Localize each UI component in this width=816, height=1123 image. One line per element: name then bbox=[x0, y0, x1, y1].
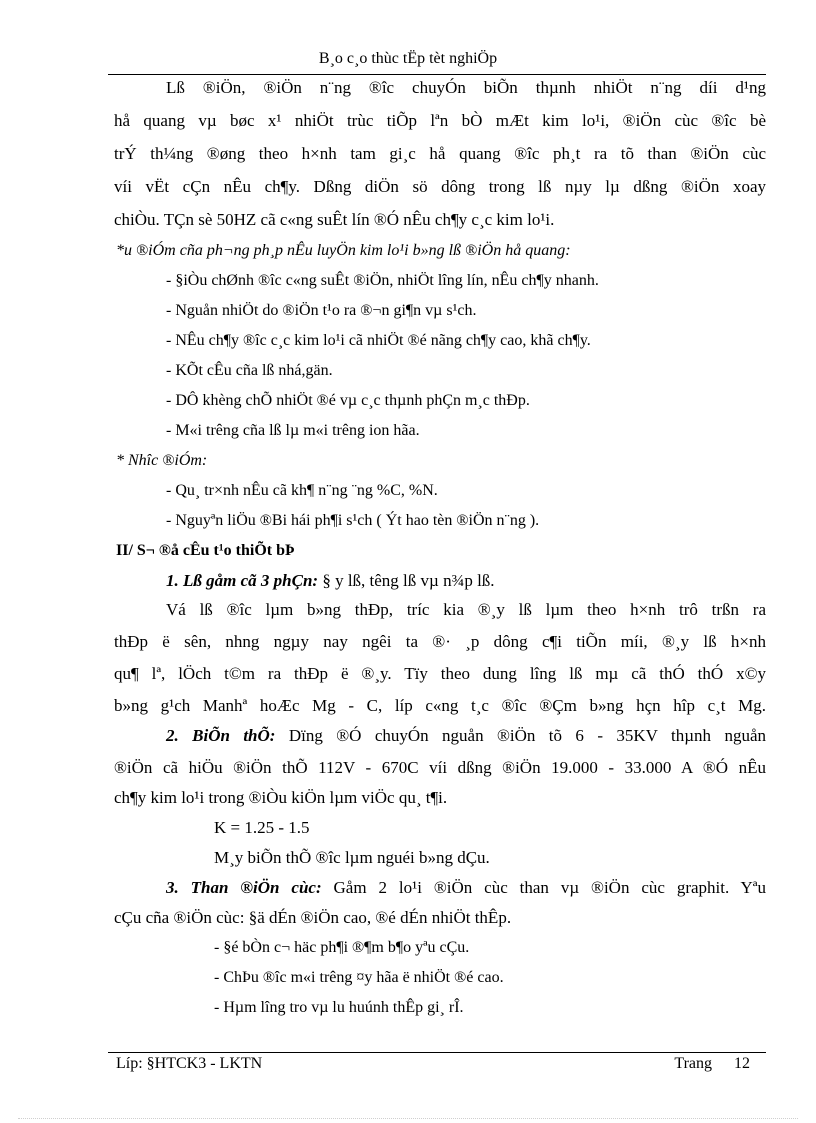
transformer-cooling-note: M¸y biÕn thÕ ®îc lµm nguéi b»ng dÇu. bbox=[214, 848, 490, 867]
paragraph-line: Vá lß ®îc lµm b»ng thÐp, tríc kia ®¸y lß lµm theo h×nh trô trßn ra bbox=[166, 600, 766, 619]
item-3-label: 3. Than ®iÖn cùc: bbox=[166, 878, 322, 897]
item-3-text: Gåm 2 lo¹i ®iÖn cùc than vµ ®iÖn cùc graphit. Yªu bbox=[321, 878, 766, 897]
electrode-requirement: - ChÞu ®îc m«i trêng ¤y hãa ë nhiÖt ®é cao. bbox=[214, 969, 504, 986]
electrode-requirement: - §é bÒn c¬ häc ph¶i ®¶m b¶o yªu cÇu. bbox=[214, 939, 470, 956]
item-2-heading bbox=[166, 726, 766, 746]
disadvantage-item: - Qu¸ tr×nh nÊu cã kh¶ n¨ng ¨ng %C, %N. bbox=[166, 482, 438, 499]
paragraph-line: ch¶y kim lo¹i trong ®iÒu kiÖn lµm viÖc qu¸ t¶i. bbox=[114, 788, 448, 807]
advantage-item: - §iÒu chØnh ®îc c«ng suÊt ®iÖn, nhiÖt lîng lín, nÊu ch¶y nhanh. bbox=[166, 272, 599, 289]
paragraph-line: Lß ®iÖn, ®iÖn n¨ng ®îc chuyÓn biÕn thµnh nhiÖt n¨ng díi d¹ng bbox=[166, 78, 766, 97]
disadvantages-heading: * Nhîc ®iÓm: bbox=[116, 452, 208, 469]
header-rule bbox=[108, 74, 766, 75]
item-1-label: 1. Lß gåm cã 3 phÇn: bbox=[166, 571, 319, 590]
advantage-item: - DÔ khèng chÕ nhiÖt ®é vµ c¸c thµnh phÇn m¸c thÐp. bbox=[166, 392, 530, 409]
paragraph-line: cÇu cña ®iÖn cùc: §ä dÉn ®iÖn cao, ®é dÉn nhiÖt thÊp. bbox=[114, 908, 512, 927]
footer-rule bbox=[108, 1052, 766, 1053]
item-2-text: Dïng ®Ó chuyÓn nguån ®iÖn tõ 6 - 35KV thµnh nguån bbox=[275, 726, 766, 745]
paragraph-line: hå quang vµ bøc x¹ nhiÖt trùc tiÕp lªn bÒ mÆt kim lo¹i, ®iÖn cùc ®îc bè bbox=[114, 111, 766, 130]
page-label: Trang bbox=[674, 1055, 712, 1072]
footer-page bbox=[674, 1055, 750, 1073]
paragraph-line: b»ng g¹ch Manhª hoÆc Mg - C, líp c«ng t¸c ®îc ®Çm b»ng hçn hîp c¸t Mg. bbox=[114, 696, 766, 715]
disadvantage-item: - Nguyªn liÖu ®Bi hái ph¶i s¹ch ( Ýt hao tèn ®iÖn n¨ng ). bbox=[166, 512, 540, 529]
advantages-heading: *u ®iÓm cña ph¬ng ph¸p nÊu luyÖn kim lo¹i b»ng lß ®iÖn hå quang: bbox=[116, 242, 571, 259]
electrode-requirement: - Hµm lîng tro vµ lu huúnh thÊp gi¸ rÎ. bbox=[214, 999, 464, 1016]
paragraph-line: chiÒu. TÇn sè 50HZ cã c«ng suÊt lín ®Ó nÊu ch¶y c¸c kim lo¹i. bbox=[114, 210, 555, 229]
transformer-ratio-formula: K = 1.25 - 1.5 bbox=[214, 818, 310, 837]
item-1-heading bbox=[166, 571, 495, 591]
paragraph-line: ®iÖn cã hiÖu ®iÖn thÕ 112V - 670C víi dßng ®iÖn 19.000 - 33.000 A ®Ó nÊu bbox=[114, 758, 766, 777]
page-edge-dots bbox=[18, 1118, 798, 1119]
item-2-label: 2. BiÕn thÕ: bbox=[166, 726, 276, 745]
page-header: B¸o c¸o thùc tËp tèt nghiÖp bbox=[318, 50, 498, 67]
advantage-item: - KÕt cÊu cña lß nhá,gän. bbox=[166, 362, 333, 379]
footer-class: Líp: §HTCK3 - LKTN bbox=[116, 1055, 263, 1072]
paragraph-line: thÐp ë sên, nhng ngµy nay ngêi ta ®· ¸p dông c¶i tiÕn míi, ®¸y lß h×nh bbox=[114, 632, 766, 651]
paragraph-line: víi vËt cÇn nÊu ch¶y. Dßng diÖn sö dông trong lß nµy lµ dßng ®iÖn xoay bbox=[114, 177, 766, 196]
page-number: 12 bbox=[734, 1055, 750, 1072]
item-3-heading bbox=[166, 878, 766, 898]
advantage-item: - M«i trêng cña lß lµ m«i trêng ion hãa. bbox=[166, 422, 420, 439]
advantage-item: - NÊu ch¶y ®îc c¸c kim lo¹i cã nhiÖt ®é nãng ch¶y cao, khã ch¶y. bbox=[166, 332, 591, 349]
paragraph-line: trÝ th¼ng ®øng theo h×nh tam gi¸c hå quang ®îc ph¸t ra tõ than ®iÖn cùc bbox=[114, 144, 766, 163]
item-1-text: § y lß, têng lß vµ n¾p lß. bbox=[318, 571, 495, 590]
advantage-item: - Nguån nhiÖt do ®iÖn t¹o ra ®¬n gi¶n vµ s¹ch. bbox=[166, 302, 477, 319]
section-heading: II/ S¬ ®å cÊu t¹o thiÕt bÞ bbox=[116, 542, 295, 559]
paragraph-line: qu¶ lª, lÖch t©m ra thÐp ë ®¸y. Tïy theo dung lîng lß mµ cã thÓ thÓ x©y bbox=[114, 664, 766, 683]
